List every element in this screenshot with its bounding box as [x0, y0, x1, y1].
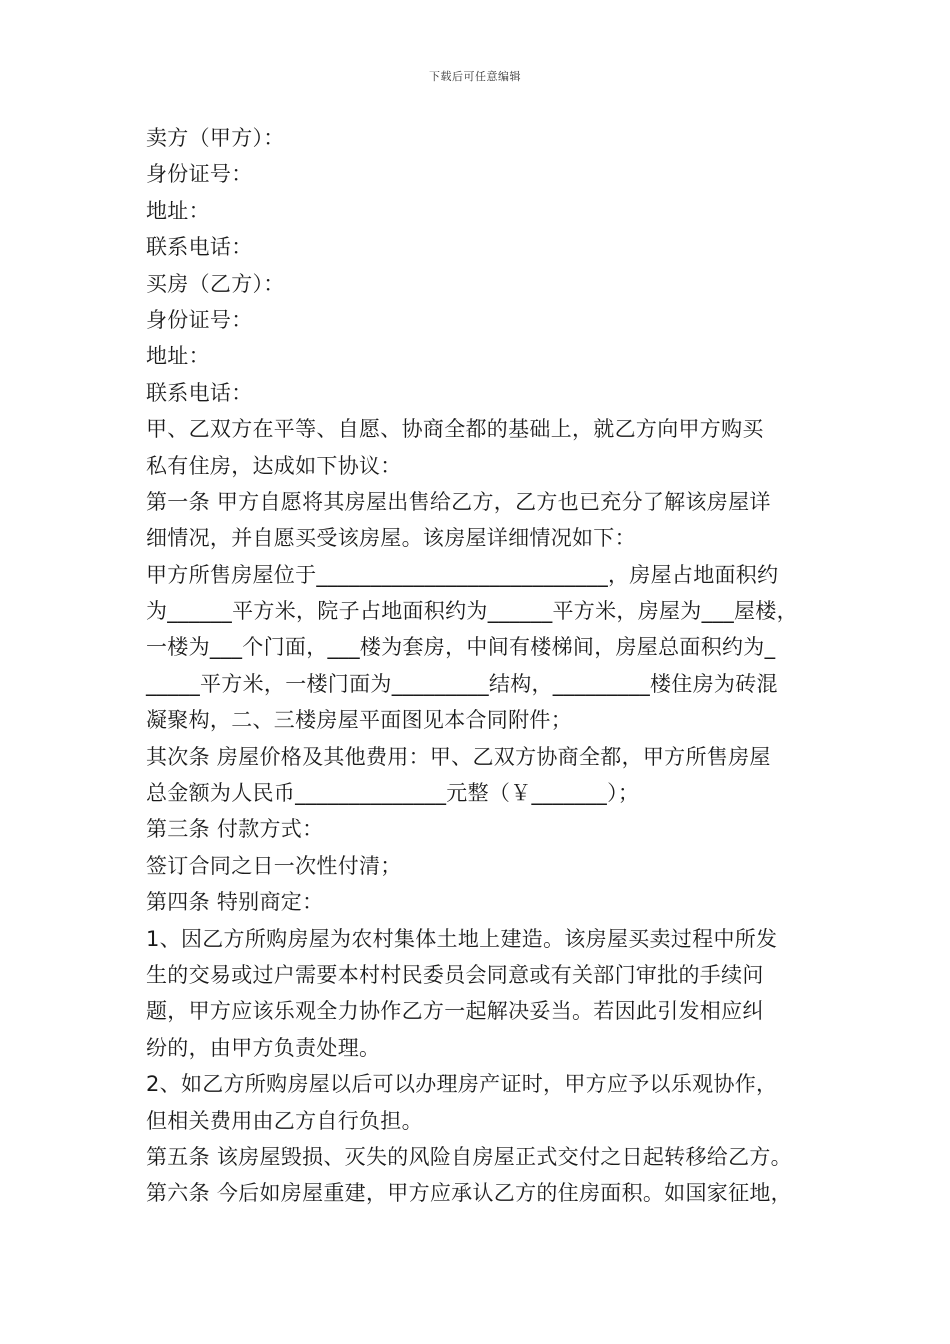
seller-id-number-label: 身份证号： [146, 162, 253, 187]
article-4-clause-1-line: 1、因乙方所购房屋为农村集体土地上建造。该房屋买卖过程中所发 [146, 926, 778, 951]
property-details-line: 凝聚构，二、三楼房屋平面图见本合同附件； [146, 708, 572, 733]
article-4-clause-2-line: 2、如乙方所购房屋以后可以办理房产证时，甲方应予以乐观协作， [146, 1072, 778, 1097]
article-4-clause-1-line: 纷的，由甲方负责处理。 [146, 1035, 381, 1060]
article-3-heading: 第三条 付款方式： [146, 817, 324, 842]
property-details-line: _____平方米，一楼门面为_________结构，_________楼住房为砖混 [146, 671, 778, 696]
article-4-clause-2-line: 但相关费用由乙方自行负担。 [146, 1108, 423, 1133]
article-5-line: 第五条 该房屋毁损、灭失的风险自房屋正式交付之日起转移给乙方。 [146, 1144, 792, 1169]
article-4-clause-1-line: 生的交易或过户需要本村村民委员会同意或有关部门审批的手续问 [146, 962, 764, 987]
property-details-line: 一楼为___个门面，___楼为套房，中间有楼梯间，房屋总面积约为_ [146, 635, 776, 660]
property-details-line: 甲方所售房屋位于___________________________，房屋占地面积约 [146, 562, 779, 587]
article-1-line: 第一条 甲方自愿将其房屋出售给乙方，乙方也已充分了解该房屋详 [146, 489, 771, 514]
preamble-line: 甲、乙双方在平等、自愿、协商全都的基础上，就乙方向甲方购买 [146, 417, 764, 442]
property-details-line: 为______平方米，院子占地面积约为______平方米，房屋为___屋楼， [146, 599, 798, 624]
buyer-address-label: 地址： [146, 344, 210, 369]
article-4-clause-1-line: 题，甲方应该乐观全力协作乙方一起解决妥当。若因此引发相应纠 [146, 999, 764, 1024]
buyer-label: 买房（乙方）： [146, 271, 285, 296]
buyer-id-number-label: 身份证号： [146, 307, 253, 332]
article-4-heading: 第四条 特别商定： [146, 890, 324, 915]
preamble-line: 私有住房，达成如下协议： [146, 453, 402, 478]
page-header-watermark: 下载后可任意编辑 [429, 70, 521, 83]
article-2-line: 总金额为人民币______________元整（￥_______）； [146, 781, 640, 806]
article-1-line: 细情况，并自愿买受该房屋。该房屋详细情况如下： [146, 526, 636, 551]
seller-label: 卖方（甲方）： [146, 126, 285, 150]
seller-address-label: 地址： [146, 198, 210, 223]
document-body [146, 120, 826, 1212]
article-6-line: 第六条 今后如房屋重建，甲方应承认乙方的住房面积。如国家征地， [146, 1181, 792, 1206]
article-2-line: 其次条 房屋价格及其他费用：甲、乙双方协商全都，甲方所售房屋 [146, 744, 771, 769]
article-3-line: 签订合同之日一次性付清； [146, 853, 402, 878]
buyer-phone-label: 联系电话： [146, 380, 253, 405]
seller-phone-label: 联系电话： [146, 235, 253, 260]
